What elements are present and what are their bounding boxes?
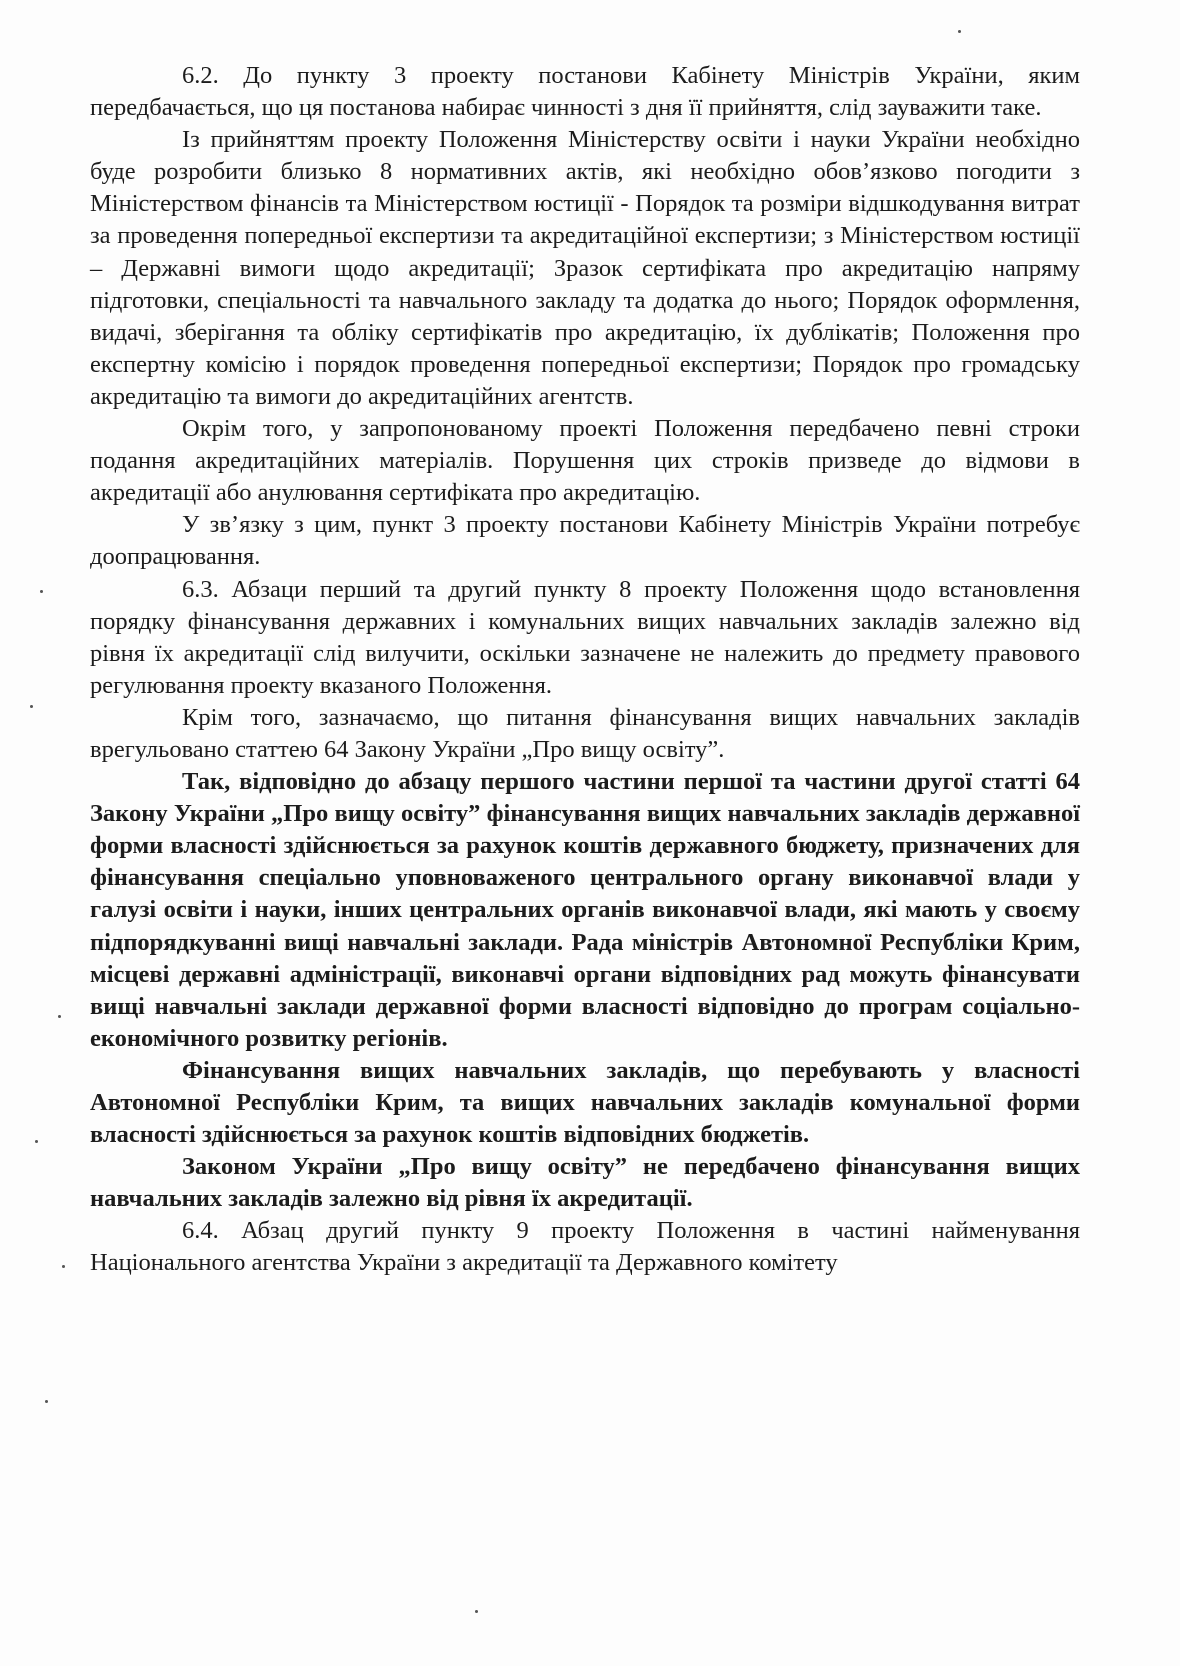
paragraph-deadlines: Окрім того, у запропонованому проекті Положення передбачено певні строки подання акредитаційних матеріалів. Порушення цих строків призведе до відмови в акредитації або анулювання сертифіката про акредитацію. bbox=[90, 415, 1080, 507]
document-body bbox=[90, 60, 1080, 1280]
scan-speck bbox=[40, 590, 43, 593]
paragraph-communal-funding: Фінансування вищих навчальних закладів, що перебувають у власності Автономної Республіки Крим, та вищих навчальних закладів комунальної форми власності здійснюється за рахунок коштів відповідних бюджетів. bbox=[90, 1056, 1080, 1149]
paragraph-article-64: Крім того, зазначаємо, що питання фінансування вищих навчальних закладів врегульовано статтею 64 Закону України „Про вищу освіту”. bbox=[90, 703, 1080, 763]
scan-speck bbox=[30, 705, 33, 708]
paragraph-normative-acts: Із прийняттям проекту Положення Міністерству освіти і науки України необхідно буде розробити близько 8 нормативних актів, які необхідно обов’язково погодити з Міністерством фінансів та Міністерством юстиції - Порядок та розміри відшкодування витрат за проведення попередньої експертизи та акредитаційної експертизи; з Міністерством юстиції – Державні вимоги щодо акредитації; Зразок сертифіката про акредитацію напряму підготовки, спеціальності та навчального закладу та додатка до нього; Порядок оформлення, видачі, зберігання та обліку сертифікатів про акредитацію, їх дублікатів; Положення про експертну комісію і порядок проведення попередньої експертизи; Порядок про громадську акредитацію та вимоги до акредитаційних агентств. bbox=[90, 126, 1080, 410]
scan-speck bbox=[45, 1400, 48, 1403]
paragraph-state-funding: Так, відповідно до абзацу першого частини першої та частини другої статті 64 Закону України „Про вищу освіту” фінансування вищих навчальних закладів державної форми власності здійснюється за рахунок коштів державного бюджету, призначених для фінансування спеціально уповноваженого центрального органу виконавчої влади у галузі освіти і науки, інших центральних органів виконавчої влади, які мають у своєму підпорядкуванні вищі навчальні заклади. Рада міністрів Автономної Республіки Крим, місцеві державні адміністрації, виконавчі органи відповідних рад можуть фінансувати вищі навчальні заклади державної форми власності відповідно до програм соціально-економічного розвитку регіонів. bbox=[90, 768, 1080, 1052]
paragraph-conclusion-6-2: У зв’язку з цим, пункт 3 проекту постанови Кабінету Міністрів України потребує доопрацювання. bbox=[90, 511, 1080, 571]
paragraph-6-4: 6.4. Абзац другий пункту 9 проекту Положення в частині найменування Національного агентства України з акредитації та Державного комітету bbox=[90, 1217, 1080, 1277]
scan-speck bbox=[35, 1140, 38, 1143]
paragraph-6-3: 6.3. Абзаци перший та другий пункту 8 проекту Положення щодо встановлення порядку фінансування державних і комунальних вищих навчальних закладів залежно від рівня їх акредитації слід вилучити, оскільки зазначене не належить до предмету правового регулювання проекту вказаного Положення. bbox=[90, 575, 1080, 699]
paragraph-law-statement: Законом України „Про вищу освіту” не передбачено фінансування вищих навчальних закладів залежно від рівня їх акредитації. bbox=[90, 1153, 1080, 1213]
scan-speck bbox=[58, 1015, 61, 1018]
scan-speck bbox=[958, 30, 961, 33]
scan-speck bbox=[475, 1610, 478, 1613]
scan-speck bbox=[62, 1265, 65, 1268]
paragraph-6-2: 6.2. До пункту 3 проекту постанови Кабінету Міністрів України, яким передбачається, що ця постанова набирає чинності з дня її прийняття, слід зауважити таке. bbox=[90, 62, 1080, 122]
